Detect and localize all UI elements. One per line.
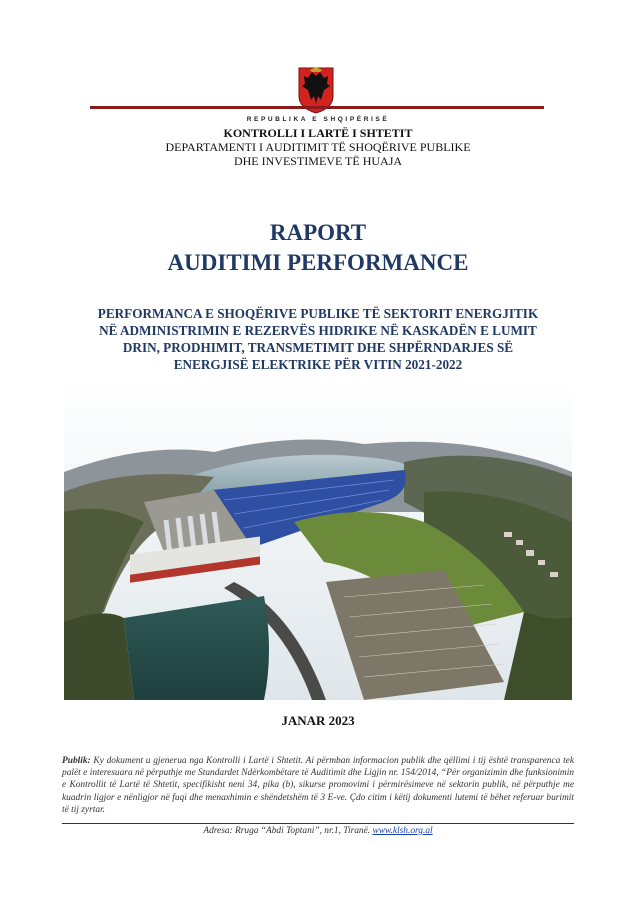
- header-rule: [90, 106, 544, 109]
- subtitle-line-4: ENERGJISË ELEKTRIKE PËR VITIN 2021-2022: [173, 357, 463, 372]
- department-line-2: DHE INVESTIMEVE TË HUAJA: [233, 154, 403, 168]
- institution-block: [0, 126, 636, 168]
- title-line-1: RAPORT: [269, 220, 367, 245]
- subtitle-line-1: PERFORMANCA E SHOQËRIVE PUBLIKE TË SEKTORIT ENERGJITIK: [97, 306, 539, 321]
- report-title: [0, 218, 636, 278]
- subtitle-line-3: DRIN, PRODHIMIT, TRANSMETIMIT DHE SHPËRNDARJES SË: [122, 340, 514, 355]
- public-notice: [62, 755, 574, 816]
- footer-rule: [62, 823, 574, 824]
- title-line-2: AUDITIMI PERFORMANCE: [167, 250, 469, 275]
- department-line-1: DEPARTAMENTI I AUDITIMIT TË SHOQËRIVE PUBLIKE: [165, 140, 471, 154]
- institution-name: KONTROLLI I LARTË I SHTETIT: [223, 126, 413, 140]
- notice-text: Ky dokument u gjenerua nga Kontrolli i Lartë i Shtetit. Ai përmban informacion publik dhe qëllimi i tij është transparenca tek palët e interesuara në përputhje me Standardet Ndërkombëtare të Auditimit dhe Ligjin nr. 154/2014, “Për organizimin dhe funksionimin e Kontrollit të Lartë të Shtetit, specifikisht neni 34, pika (b), sikurse promovimi i përmirësimeve në sektorin publik, në përputhje me kuadrin ligjor e nënligjor në fuqi dhe menaxhimin e shëndetshëm të 3 E-ve. Çdo citim i këtij dokumenti lutemi të bëhet referuar burimit të tij zyrtar.: [62, 756, 574, 815]
- footer-address: [0, 826, 636, 836]
- address-text: Adresa: Rruga “Abdi Toptani”, nr.1, Tiranë.: [203, 826, 371, 836]
- subtitle-line-2: NË ADMINISTRIMIN E REZERVËS HIDRIKE NË KASKADËN E LUMIT: [99, 323, 537, 338]
- report-subtitle: [40, 305, 596, 373]
- cover-photo-hydropower-dam: [64, 382, 572, 700]
- report-date: JANAR 2023: [281, 713, 355, 728]
- website-link[interactable]: www.klsh.org.al: [372, 826, 433, 836]
- republic-label: REPUBLIKA E SHQIPËRISË: [246, 116, 390, 123]
- notice-label: Publik:: [62, 756, 91, 766]
